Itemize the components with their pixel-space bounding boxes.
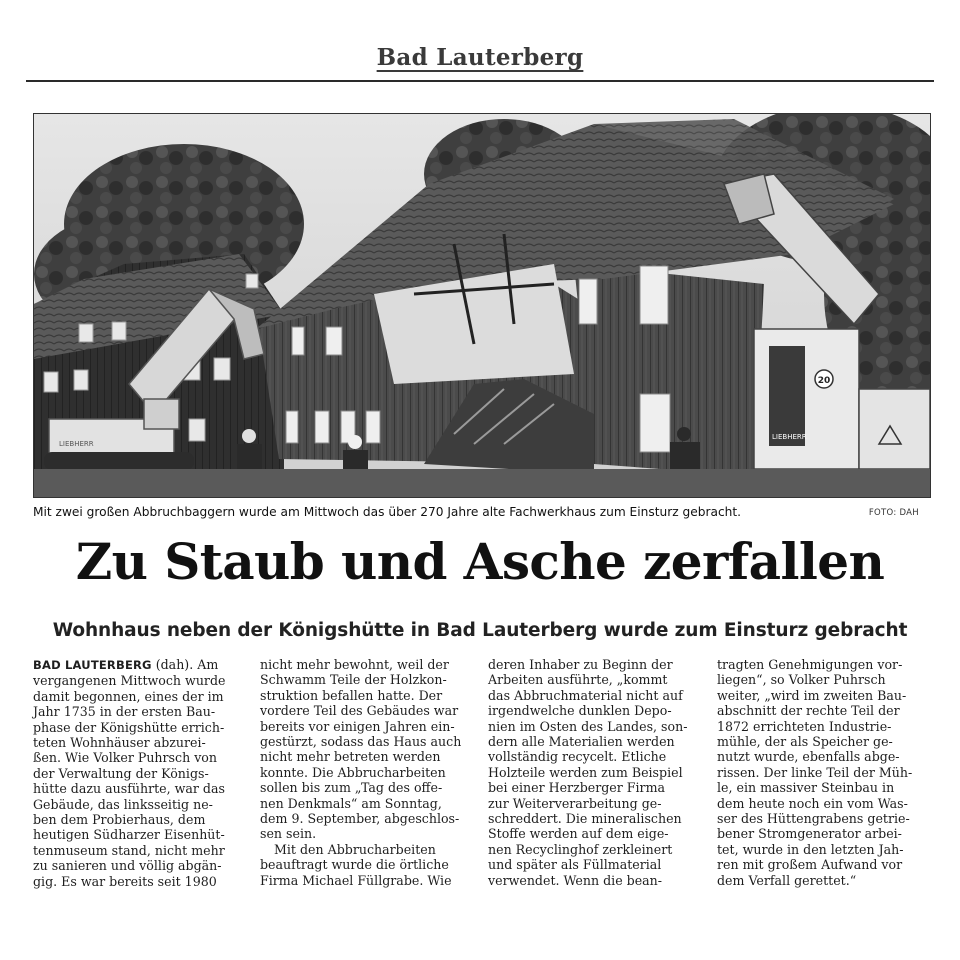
column-2-paragraph-2: Mit den Abbrucharbeiten beauftragt wurde die örtliche Firma Michael Füllgrabe. Wie bbox=[260, 841, 452, 888]
excavator-number: 20 bbox=[817, 376, 831, 386]
article-column-1 bbox=[33, 657, 245, 889]
excavator-left-brand: LIEBHERR bbox=[59, 440, 94, 448]
ground bbox=[34, 469, 930, 497]
column-1-paragraph bbox=[33, 657, 245, 889]
section-title-text: Bad Lauterberg bbox=[376, 44, 584, 71]
demolition-photo-illustration bbox=[34, 114, 930, 497]
article-column-4 bbox=[717, 657, 929, 888]
article-column-2 bbox=[260, 657, 472, 888]
dateline: BAD LAUTERBERG bbox=[33, 658, 152, 672]
article-photo bbox=[33, 113, 931, 498]
caption-text: Mit zwei großen Abbruchbaggern wurde am Mittwoch das über 270 Jahre alte Fachwerkhaus zum Einsturz gebracht. bbox=[33, 505, 742, 519]
column-1-text: (dah). Am vergangenen Mittwoch wurde damit begonnen, eines der im Jahr 1735 in der ersten Bau- phase der Königshütte errich- teten Wohnhäuser abzurei- ßen. Wie Volker Puhrsch von der Verwaltung der Königs- hütte dazu ausführte, war das Gebäude, das linksseitig ne- ben dem Probierhaus, dem heutigen Südharzer Eisenhüt- tenmuseum stand, nicht mehr zu sanieren und völlig abgän- gig. Es war bereits seit 1980 bbox=[33, 657, 226, 889]
article-column-3 bbox=[488, 657, 700, 888]
article-headline: Zu Staub und Asche zerfallen bbox=[75, 532, 885, 591]
section-title bbox=[26, 44, 934, 71]
article-subheadline: Wohnhaus neben der Königshütte in Bad Lauterberg wurde zum Einsturz gebracht bbox=[52, 620, 908, 641]
section-header bbox=[26, 40, 934, 82]
column-3-paragraph: deren Inhaber zu Beginn der Arbeiten ausführte, „kommt das Abbruchmaterial nicht auf irgendwelche dunklen Depo- nien im Osten des Landes, son- dern alle Materialien werden vollständig recycelt. Etliche Holzteile werden zum Beispiel bei einer Herzberger Firma zur Weiterverarbeitung ge- schreddert. Die mineralischen Stoffe werden auf dem eige- nen Recyclinghof zerkleinert und später als Füllmaterial verwendet. Wenn die bean- bbox=[488, 657, 688, 888]
column-2-paragraph-1: nicht mehr bewohnt, weil der Schwamm Teile der Holzkon- struktion befallen hatte. Der vordere Teil des Gebäudes war bereits vor einigen Jahren ein- gestürzt, sodass das Haus auch nicht mehr betreten werden konnte. Die Abbrucharbeiten sollen bis zum „Tag des offe- nen Denkmals“ am Sonntag, dem 9. September, abgeschlos- sen sein. bbox=[260, 657, 462, 842]
excavator-right-brand: LIEBHERR bbox=[772, 433, 807, 441]
photo-credit: FOTO: DAH bbox=[868, 508, 919, 518]
column-4-paragraph: tragten Genehmigungen vor- liegen“, so Volker Puhrsch weiter, „wird im zweiten Bau- abschnitt der rechte Teil der 1872 errichteten Industrie- mühle, der als Speicher ge- nutzt wurde, ebenfalls abge- rissen. Der linke Teil der Müh- le, ein massiver Steinbau in dem heute noch ein vom Was- ser des Hüttengrabens getrie- bener Stromgenerator arbei- tet, wurde in den letzten Jah- ren mit großem Aufwand vor dem Verfall gerettet.“ bbox=[717, 657, 913, 888]
photo-caption bbox=[33, 502, 929, 524]
article-body bbox=[33, 657, 929, 937]
